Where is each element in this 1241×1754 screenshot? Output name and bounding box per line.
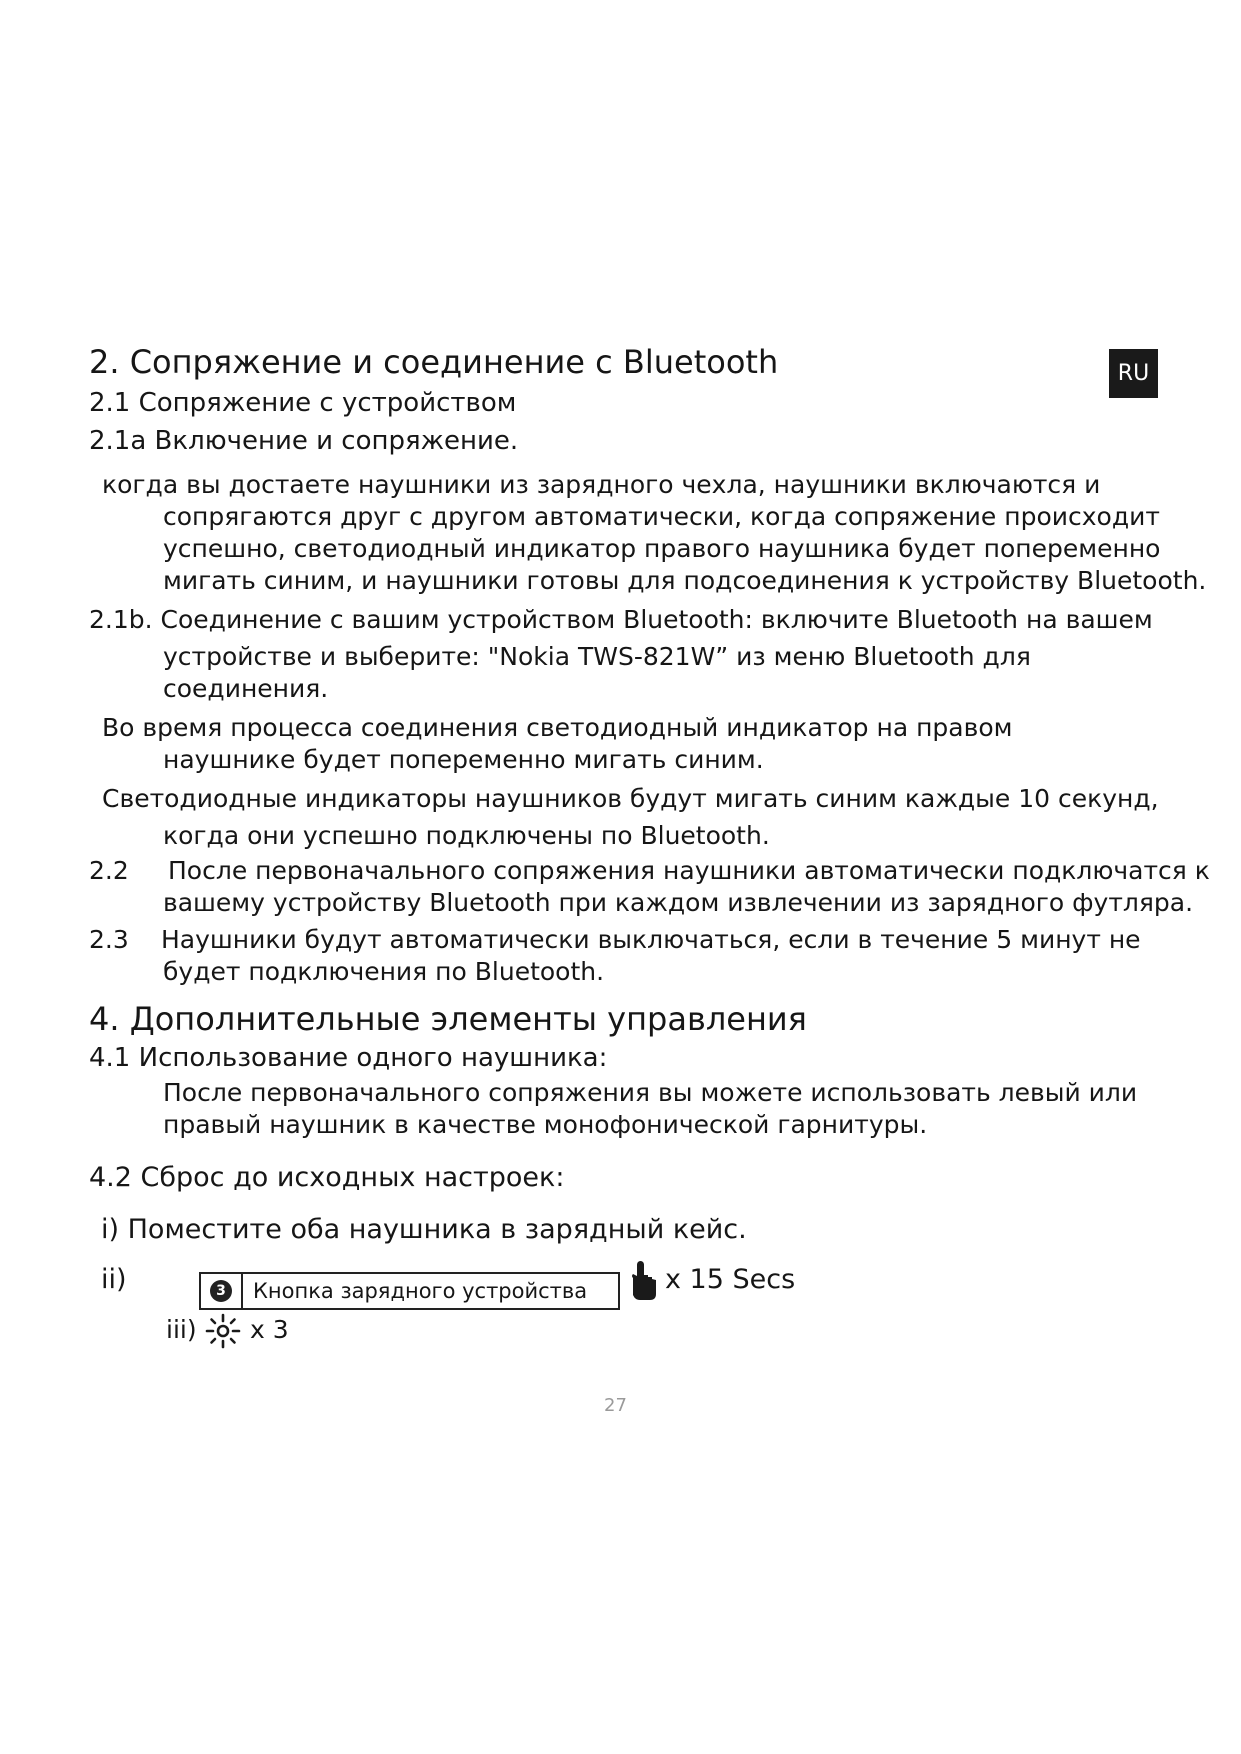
section-2-title: 2. Сопряжение и соединение с Bluetooth [89,343,779,381]
reset-step-2-label: ii) [101,1264,127,1295]
paragraph-line: мигать синим, и наушники готовы для подсоединения к устройству Bluetooth. [163,566,1207,595]
section-2-1b-line: соединения. [163,674,329,703]
touch-hand-icon [628,1258,660,1302]
paragraph-line: успешно, светодиодный индикатор правого наушника будет попеременно [163,534,1161,563]
section-2-3-line: Наушники будут автоматически выключаться, если в течение 5 минут не [161,925,1141,954]
section-4-2-heading: 4.2 Сброс до исходных настроек: [89,1162,565,1193]
section-2-1-heading: 2.1 Сопряжение с устройством [89,388,517,418]
reset-step-3-label: iii) [166,1315,197,1344]
paragraph-line: когда вы достаете наушники из зарядного чехла, наушники включаются и [102,470,1101,499]
paragraph-line: правый наушник в качестве монофонической гарнитуры. [163,1110,928,1139]
section-2-1b-line: 2.1b. Соединение с вашим устройством Bluetooth: включите Bluetooth на вашем [89,605,1153,634]
reset-step-1: i) Поместите оба наушника в зарядный кейс. [101,1214,747,1245]
section-4-title: 4. Дополнительные элементы управления [89,1000,807,1038]
section-2-2-number: 2.2 [89,856,129,885]
paragraph-line: наушнике будет попеременно мигать синим. [163,745,764,774]
section-4-1-heading: 4.1 Использование одного наушника: [89,1043,608,1073]
charger-button-box [199,1272,620,1310]
paragraph-line: После первоначального сопряжения вы можете использовать левый или [163,1078,1138,1107]
page-number: 27 [604,1395,627,1416]
section-2-2-line: вашему устройству Bluetooth при каждом извлечении из зарядного футляра. [163,888,1194,917]
charger-button-label: Кнопка зарядного устройства [253,1279,588,1303]
section-2-3-number: 2.3 [89,925,129,954]
reset-step-3-count: x 3 [250,1315,289,1344]
section-2-3-line: будет подключения по Bluetooth. [163,957,605,986]
led-blink-icon [204,1312,242,1350]
button-number-badge: 3 [210,1280,232,1302]
paragraph-line: Светодиодные индикаторы наушников будут мигать синим каждые 10 секунд, [102,784,1159,813]
button-number-cell [201,1274,243,1308]
reset-step-2-duration: x 15 Secs [665,1264,796,1295]
section-2-1a-heading: 2.1a Включение и сопряжение. [89,426,519,456]
paragraph-line: сопрягаются друг с другом автоматически, когда сопряжение происходит [163,502,1160,531]
paragraph-line: когда они успешно подключены по Bluetooth. [163,821,770,850]
section-2-1b-line: устройстве и выберите: "Nokia TWS-821W” из меню Bluetooth для [163,642,1031,671]
paragraph-line: Во время процесса соединения светодиодный индикатор на правом [102,713,1013,742]
language-badge: RU [1109,349,1158,398]
section-2-2-line: После первоначального сопряжения наушники автоматически подключатся к [168,856,1210,885]
